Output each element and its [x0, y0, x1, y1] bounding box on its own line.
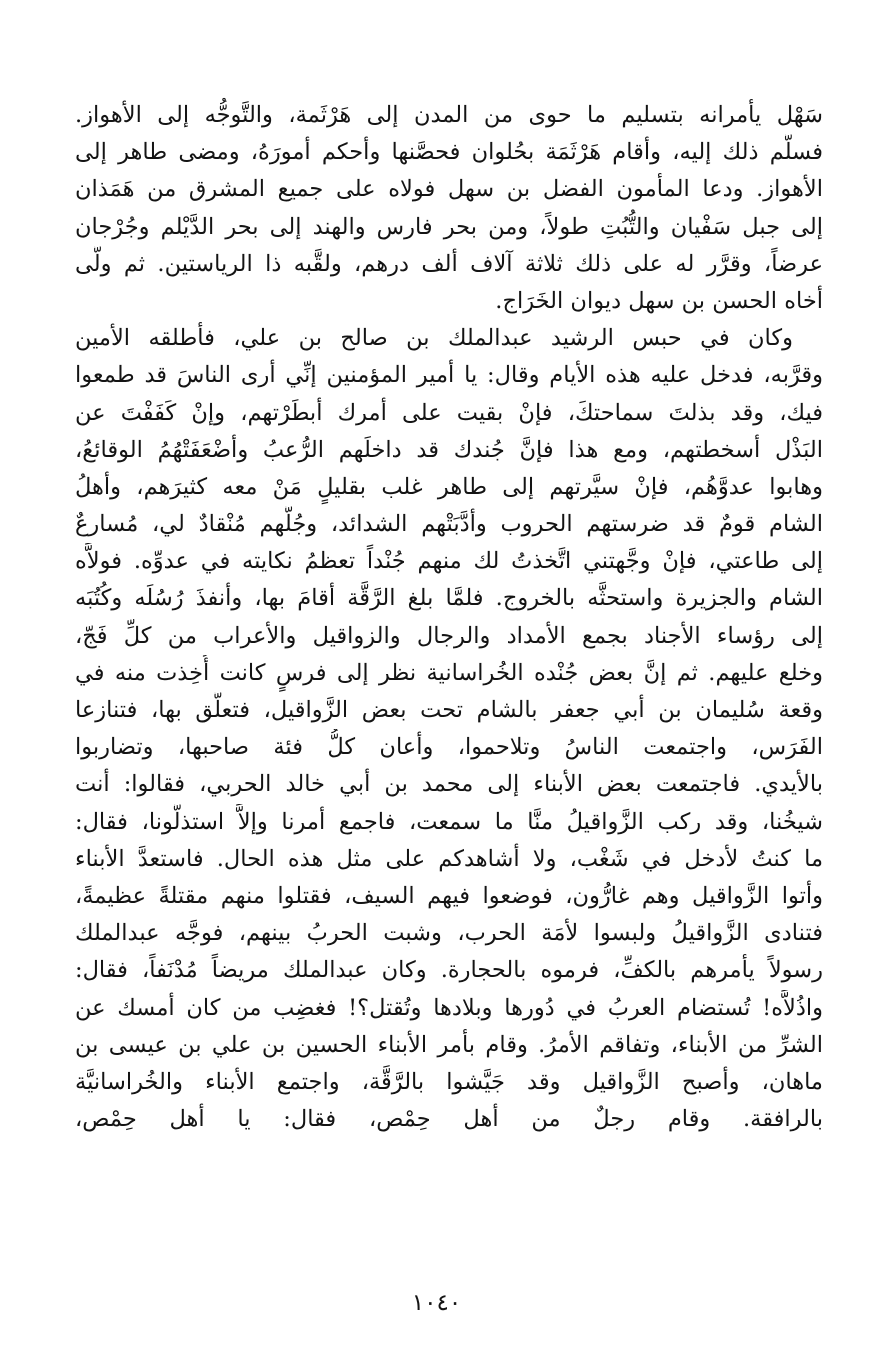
text-line: إلى جبل سَفْيان والتُّبُتِ طولاً، ومن بحر فارس والهند إلى بحر الدَّيْلم وجُرْجان — [75, 213, 823, 240]
text-line: ماهان، وأصبح الزَّواقيل وقد جَيَّشوا بالرَّقَّة، واجتمع الأبناء والخُراسانيَّة — [75, 1068, 823, 1095]
text-line: وقرَّبه، فدخل عليه هذه الأيام وقال: يا أمير المؤمنين إنِّي أرى الناسَ قد طمعوا — [75, 362, 823, 389]
text-line: إلى رؤساء الأجناد بجمع الأمداد والرجال والزواقيل والأعراب من كلِّ فَجّ، — [75, 622, 823, 649]
body-text — [75, 97, 823, 1138]
paragraph-start-line: وكان في حبس الرشيد عبدالملك بن صالح بن علي، فأطلقه الأمين — [75, 325, 793, 352]
text-line: الفَرَس، واجتمعت الناسُ وتلاحموا، وأعان كلُّ فئة صاحبها، وتضاربوا — [75, 734, 823, 761]
text-line: فيك، وقد بذلتَ سماحتكَ، فإنْ بقيت على أمرك أبطَرْتهم، وإنْ كَفَفْتَ عن — [75, 399, 823, 426]
text-line: وقعة سُليمان بن أبي جعفر بالشام تحت بعض الزَّواقيل، فتعلَّق بها، فتنازعا — [75, 697, 823, 723]
text-line: الشام قومٌ قد ضرستهم الحروب وأدَّبَتْهم الشدائد، وجُلُّهم مُنْقادٌ لي، مُسارعٌ — [75, 511, 823, 538]
text-line: وهابوا عدوَّهُم، فإنْ سيَّرتهم إلى طاهر غلب بقليلٍ مَنْ معه كثيرَهم، وأهلُ — [75, 473, 823, 500]
text-line: إلى طاعتي، فإنْ وجَّهتني اتَّخذتُ لك منهم جُنْداً تعظمُ نكايته في عدوِّه. فولاَّه — [75, 548, 823, 575]
page-number: ١٠٤٠ — [411, 1290, 462, 1316]
text-line: سَهْل يأمرانه بتسليم ما حوى من المدن إلى هَرْثَمة، والتَّوجُّه إلى الأهواز. — [75, 102, 823, 128]
text-line: بالرافقة. وقام رجلٌ من أهل حِمْص، فقال: يا أهل حِمْص، — [75, 1106, 823, 1133]
text-line: الأهواز. ودعا المأمون الفضل بن سهل فولاه على جميع المشرق من هَمَذان — [75, 176, 823, 203]
paragraph-end-line: أخاه الحسن بن سهل ديوان الخَرَاج. — [495, 287, 823, 314]
text-line: رسولاً يأمرهم بالكفِّ، فرموه بالحجارة. وكان عبدالملك مريضاً مُدْنَفاً، فقال: — [75, 957, 823, 984]
text-line: البَذْل أسخطتهم، ومع هذا فإنَّ جُندك قد داخلَهم الرُّعبُ وأضْعَفَتْهُمُ الوقائعُ، — [75, 436, 823, 463]
text-line: عرضاً، وقرَّر له على ذلك ثلاثة آلاف ألف درهم، ولقَّبه ذا الرياستين. ثم ولَّى — [75, 250, 823, 277]
text-line: فتنادى الزَّواقيلُ ولبسوا لأمَة الحرب، وشبت الحربُ بينهم، فوجَّه عبدالملك — [75, 920, 823, 947]
text-line: الشرِّ من الأبناء، وتفاقم الأمرُ. وقام بأمر الأبناء الحسين بن علي بن عيسى بن — [75, 1031, 823, 1058]
text-line: بالأيدي. فاجتمعت بعض الأبناء إلى محمد بن أبي خالد الحربي، فقالوا: أنت — [75, 771, 823, 798]
text-line: فسلَّم ذلك إليه، وأقام هَرْثَمَة بحُلوان فحصَّنها وأحكم أمورَهُ، ومضى طاهر إلى — [75, 139, 823, 166]
text-line: واذُلاَّه! تُستضام العربُ في دُورها وبلادها وتُقتل؟! فغضِب من كان أمسك عن — [75, 994, 823, 1021]
text-line: شيخُنا، وقد ركب الزَّواقيلُ منَّا ما سمعت، فاجمع أمرنا وإلاَّ استذلُّونا، فقال: — [75, 808, 823, 835]
text-line: الشام والجزيرة واستحثَّه بالخروج. فلمَّا بلغ الرَّقَّة أقامَ بها، وأنفذَ رُسُلَه وكُتُبَه — [75, 585, 823, 612]
text-line: ما كنتُ لأدخل في شَغْب، ولا أشاهدكم على مثل هذه الحال. فاستعدَّ الأبناء — [75, 845, 823, 872]
text-line: وأتوا الزَّواقيل وهم غارُّون، فوضعوا فيهم السيف، فقتلوا منهم مقتلةً عظيمةً، — [75, 882, 823, 909]
text-line: وخلع عليهم. ثم إنَّ بعض جُنْده الخُراسانية نظر إلى فرسٍ كانت أُخِذت منه في — [75, 659, 823, 686]
